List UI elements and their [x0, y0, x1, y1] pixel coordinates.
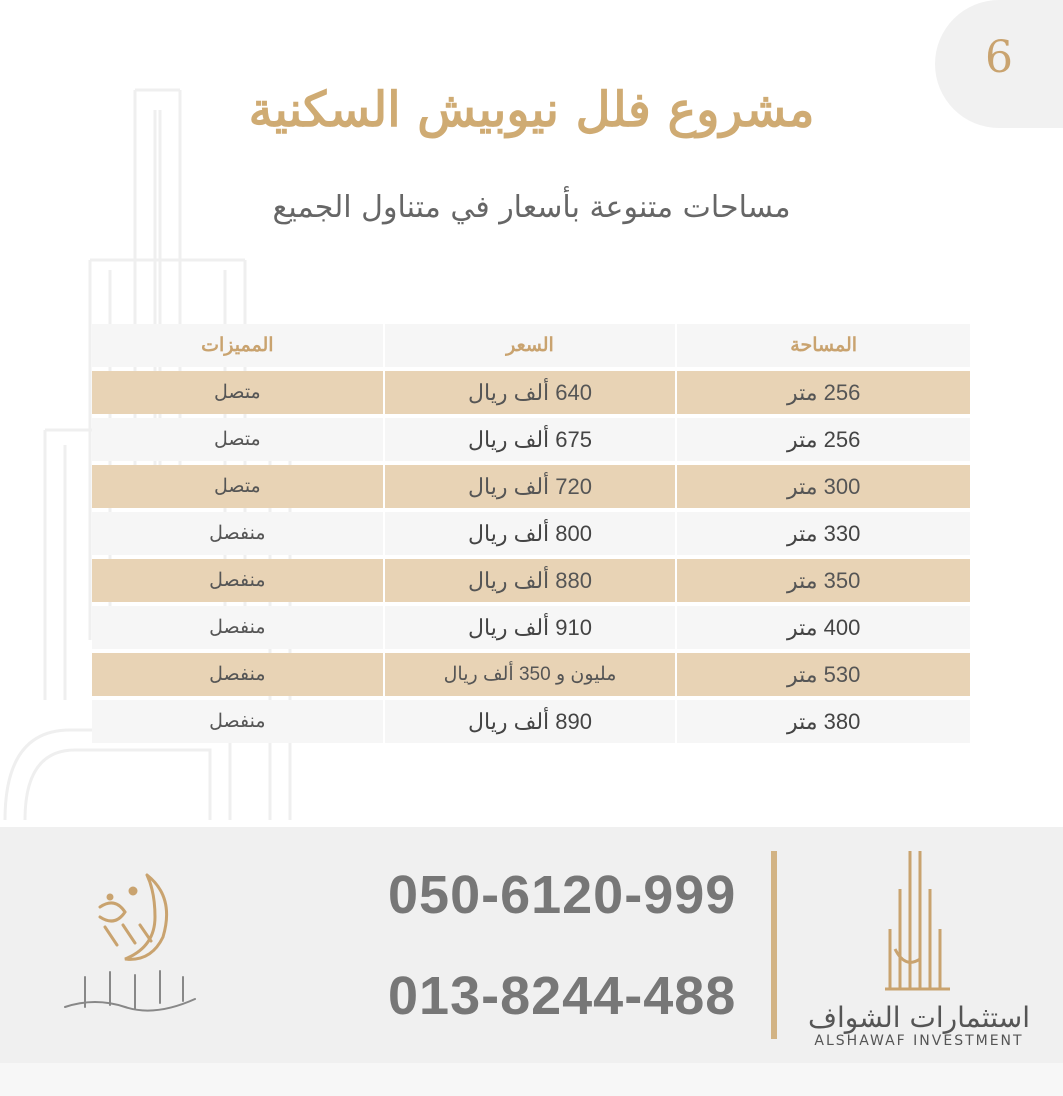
contact-footer	[0, 827, 1063, 1063]
cell-feature: منفصل	[92, 606, 385, 649]
greeting-text	[60, 977, 210, 978]
page-title: مشروع فلل نيوبيش السكنية	[248, 82, 815, 138]
cell-price: 890 ألف ريال	[385, 700, 678, 743]
cell-feature: منفصل	[92, 700, 385, 743]
table-row	[92, 606, 970, 649]
bottom-strip	[0, 1063, 1063, 1096]
alshawaf-logo-icon	[880, 849, 960, 994]
cell-price: مليون و 350 ألف ريال	[385, 653, 678, 696]
footer-divider	[771, 851, 777, 1039]
table-row	[92, 653, 970, 696]
cell-price: 640 ألف ريال	[385, 371, 678, 414]
phone-number-landline[interactable]: 013-8244-488	[388, 966, 737, 1026]
cell-feature: منفصل	[92, 653, 385, 696]
cell-area: 256 متر	[677, 371, 970, 414]
table-header-row	[92, 324, 970, 367]
cell-price: 910 ألف ريال	[385, 606, 678, 649]
cell-area: 330 متر	[677, 512, 970, 555]
header-price: السعر	[385, 324, 678, 367]
brand-name-arabic: استثمارات الشواف	[808, 1001, 1030, 1034]
table-row	[92, 418, 970, 461]
cell-feature: منفصل	[92, 559, 385, 602]
cell-feature: متصل	[92, 418, 385, 461]
pricing-table	[92, 320, 970, 747]
header-area: المساحة	[677, 324, 970, 367]
cell-feature: متصل	[92, 371, 385, 414]
page-number: 6	[985, 32, 1013, 83]
cell-area: 400 متر	[677, 606, 970, 649]
cell-area: 530 متر	[677, 653, 970, 696]
table-row	[92, 465, 970, 508]
cell-area: 256 متر	[677, 418, 970, 461]
header-features: المميزات	[92, 324, 385, 367]
cell-price: 880 ألف ريال	[385, 559, 678, 602]
cell-area: 350 متر	[677, 559, 970, 602]
phone-number-mobile[interactable]: 050-6120-999	[388, 865, 737, 925]
cell-feature: متصل	[92, 465, 385, 508]
brand-name-english: ALSHAWAF INVESTMENT	[814, 1033, 1024, 1049]
cell-price: 675 ألف ريال	[385, 418, 678, 461]
table-row	[92, 371, 970, 414]
cell-feature: منفصل	[92, 512, 385, 555]
ramadan-greeting-calligraphy	[55, 867, 215, 1027]
page-subtitle: مساحات متنوعة بأسعار في متناول الجميع	[272, 190, 791, 225]
table-row	[92, 512, 970, 555]
cell-area: 300 متر	[677, 465, 970, 508]
table-row	[92, 559, 970, 602]
cell-area: 380 متر	[677, 700, 970, 743]
cell-price: 720 ألف ريال	[385, 465, 678, 508]
table-row	[92, 700, 970, 743]
cell-price: 800 ألف ريال	[385, 512, 678, 555]
